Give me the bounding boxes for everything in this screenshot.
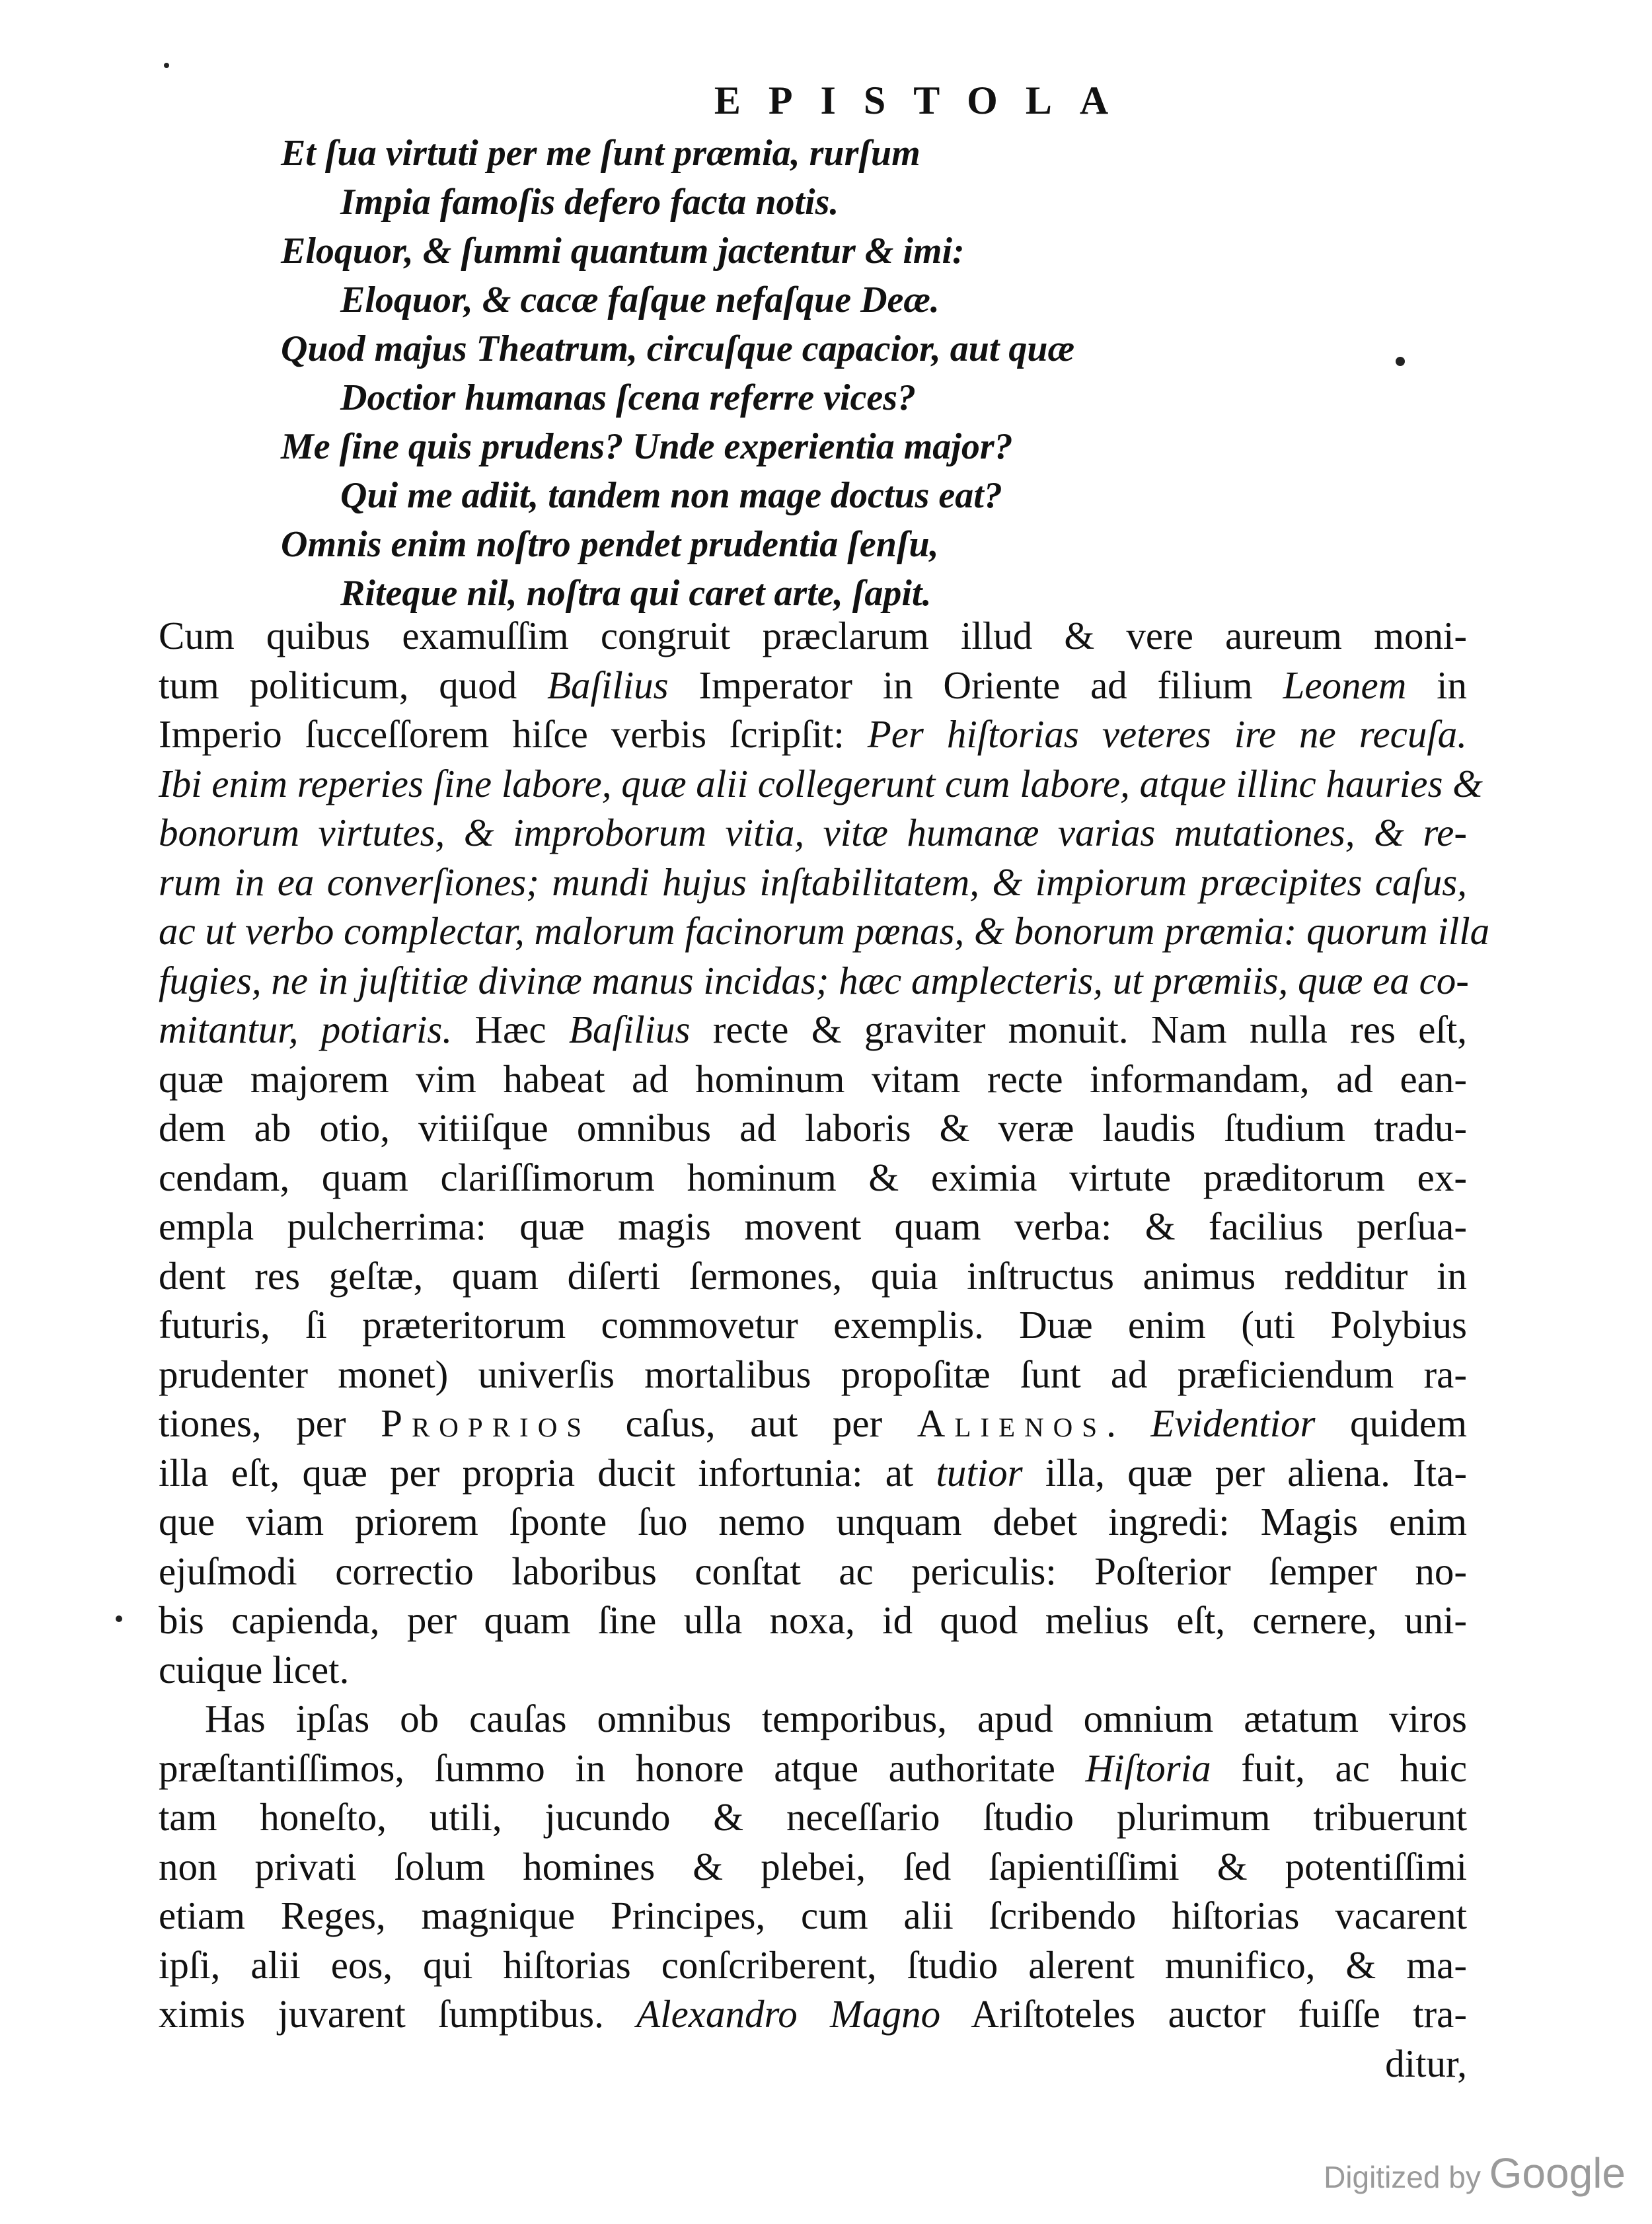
print-speck [116, 1615, 122, 1622]
verse-line: Me ſine quis prudens? Unde experientia major? [281, 426, 1013, 467]
verse-line: Eloquor, & ſummi quantum jactentur & imi: [281, 231, 965, 272]
text-span: tum politicum, quod [159, 663, 547, 707]
text-line: futuris, ſi præteritorum commovetur exemplis. Duæ enim (uti Polybius [159, 1303, 1467, 1347]
text-line [159, 1005, 1467, 1055]
watermark-brand: Google [1489, 2149, 1626, 2197]
text-span: recte & graviter monuit. Nam nulla res eſt, [690, 1008, 1468, 1051]
catchword: ditur, [1385, 2041, 1467, 2085]
text-line: dem ab otio, vitiiſque omnibus ad laboris & veræ laudis ſtudium tradu- [159, 1106, 1467, 1150]
text-span: Ariſtoteles auctor fuiſſe tra- [940, 1992, 1467, 2036]
verse-block [281, 129, 1272, 618]
verse-line: Omnis enim noſtro pendet prudentia ſenſu, [281, 524, 939, 565]
text-line: prudenter monet) univerſis mortalibus propoſitæ ſunt ad præficiendum ra- [159, 1352, 1467, 1396]
print-speck [164, 63, 169, 68]
verse-line: Impia famoſis defero facta notis. [340, 182, 839, 223]
digitized-watermark [1324, 2149, 1626, 2198]
text-span: fuit, ac huic [1211, 1746, 1468, 1790]
text-span: illa eſt, quæ per propria ducit infortunia: at [159, 1450, 936, 1495]
italic-word: Evidentior [1150, 1401, 1316, 1445]
text-span: Imperio ſucceſſorem hiſce verbis ſcripſit: [159, 712, 868, 756]
italic-quote-line: Ibi enim reperies ſine labore, quæ alii collegerunt cum labore, atque illinc hauries & [159, 761, 1483, 805]
page-header-title: EPISTOLA [714, 79, 1137, 122]
italic-name: Alexandro Magno [636, 1992, 941, 2036]
text-line: dent res geſtæ, quam diſerti ſermones, quia inſtructus animus redditur in [159, 1253, 1467, 1298]
text-span: illa, quæ per aliena. Ita- [1022, 1450, 1467, 1495]
body-text [159, 611, 1490, 2088]
text-line: tam honeſto, utili, jucundo & neceſſario ſtudio plurimum tribuerunt [159, 1795, 1467, 1839]
print-speck [1396, 357, 1405, 366]
text-line: non privati ſolum homines & plebei, ſed ſapientiſſimi & potentiſſimi [159, 1844, 1467, 1888]
text-line [159, 1989, 1467, 2039]
italic-word: tutior [936, 1450, 1023, 1495]
verse-line: Doctior humanas ſcena referre vices? [340, 377, 917, 418]
text-line [159, 611, 1467, 661]
text-line: ipſi, alii eos, qui hiſtorias conſcriberent, ſtudio alerent munifico, & ma- [159, 1943, 1467, 1987]
italic-quote-line: bonorum virtutes, & improborum vitia, vitæ humanæ varias mutationes, & re- [159, 811, 1467, 854]
text-line: etiam Reges, magnique Principes, cum alii ſcribendo hiſtorias vacarent [159, 1894, 1467, 1937]
text-span: caſus, aut per [591, 1401, 917, 1445]
text-span: quidem [1315, 1401, 1467, 1445]
italic-name: Leonem [1283, 663, 1407, 707]
text-span: in [1406, 663, 1467, 707]
text-line: cendam, quam clariſſimorum hominum & eximia virtute præditorum ex- [159, 1155, 1467, 1199]
italic-quote-line: fugies, ne in juſtitiæ divinæ manus incidas; hæc amplecteris, ut præmiis, quæ ea co- [159, 958, 1469, 1002]
text-line: que viam priorem ſponte ſuo nemo unquam debet ingredi: Magis enim [159, 1500, 1467, 1543]
text-span: Cum quibus examuſſim congruit præclarum illud & vere aureum moni- [159, 614, 1467, 657]
text-line [159, 1744, 1467, 1793]
verse-line: Riteque nil, noſtra qui caret arte, ſapit. [340, 573, 932, 614]
italic-word: Hiſtoria [1085, 1746, 1211, 1790]
italic-quote-line: rum in ea converſiones; mundi hujus inſtabilitatem, & impiorum præcipites caſus, [159, 860, 1467, 904]
verse-line: Qui me adiit, tandem non mage doctus eat? [340, 475, 1002, 516]
text-line [159, 710, 1467, 759]
watermark-prefix: Digitized by [1324, 2160, 1489, 2194]
text-line: empla pulcherrima: quæ magis movent quam verba: & facilius perſua- [159, 1205, 1467, 1248]
italic-quote: mitantur, potiaris. [159, 1008, 453, 1051]
text-line [159, 661, 1467, 710]
small-caps-word: Alienos [917, 1401, 1107, 1445]
italic-name: Baſilius [547, 663, 669, 707]
verse-line: Quod majus Theatrum, circuſque capacior, aut quæ [281, 328, 1075, 369]
text-line: ejuſmodi correctio laboribus conſtat ac periculis: Poſterior ſemper no- [159, 1549, 1467, 1593]
verse-line: Eloquor, & cacæ faſque nefaſque Deæ. [340, 279, 940, 320]
italic-quote-line: ac ut verbo complectar, malorum facinorum pœnas, & bonorum præmia: quorum illa [159, 909, 1490, 953]
text-line: Has ipſas ob cauſas omnibus temporibus, apud omnium ætatum viros [205, 1697, 1467, 1740]
verse-line: Et ſua virtuti per me ſunt præmia, rurſum [281, 133, 920, 174]
text-span: ximis juvarent ſumptibus. [159, 1992, 637, 2036]
text-line [159, 1399, 1467, 1448]
small-caps-word: Proprios [381, 1401, 591, 1445]
text-line [159, 1448, 1467, 1498]
text-span: Imperator in Oriente ad filium [668, 663, 1283, 707]
text-span: Hæc [452, 1008, 569, 1051]
text-line: quæ majorem vim habeat ad hominum vitam recte informandam, ad ean- [159, 1056, 1467, 1101]
text-span: . [1106, 1401, 1151, 1445]
text-line: bis capienda, per quam ſine ulla noxa, id quod melius eſt, cernere, uni- [159, 1598, 1467, 1642]
italic-name: Baſilius [568, 1008, 691, 1051]
text-line: cuique licet. [159, 1647, 350, 1691]
text-span: tiones, per [159, 1401, 381, 1445]
text-span: præſtantiſſimos, ſummo in honore atque authoritate [159, 1746, 1086, 1790]
italic-quote: Per hiſtorias veteres ire ne recuſa. [867, 712, 1468, 756]
